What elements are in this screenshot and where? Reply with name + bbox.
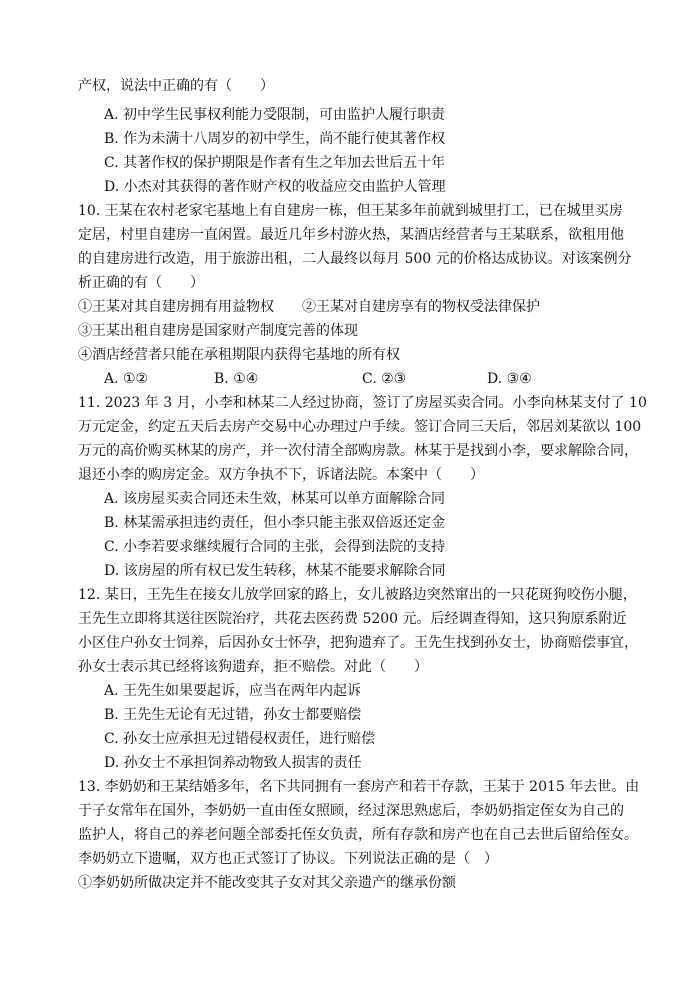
- q9-stem-tail: 产权，说法中正确的有（ ）: [78, 78, 274, 94]
- q9-option-a: A. 初中学生民事权利能力受限制，可由监护人履行职责: [104, 107, 446, 123]
- q13-stem-line: 李奶奶立下遗嘱，双方也正式签订了协议。下列说法正确的是（ ）: [78, 851, 498, 867]
- q13-statement: ①李奶奶所做决定并不能改变其子女对其父亲遗产的继承份额: [78, 875, 456, 891]
- q12-option-b: B. 王先生无论有无过错，孙女士都要赔偿: [104, 707, 362, 723]
- q10-stem-line: 10. 王某在农村老家宅基地上有自建房一栋，但王某多年前就到城里打工，已在城里买房: [78, 203, 623, 219]
- q13-stem-line: 于子女常年在国外，李奶奶一直由侄女照顾，经过深思熟虑后，李奶奶指定侄女为自己的: [78, 803, 624, 819]
- q10-option-d: D. ③④: [487, 371, 532, 387]
- q12-stem-line: 王先生立即将其送往医院治疗，共花去医药费 5200 元。后经调查得知，这只狗原系附近: [78, 611, 627, 627]
- q10-statement: ①王某对其自建房拥有用益物权 ②王某对自建房享有的物权受法律保护: [78, 299, 540, 315]
- q12-stem-line: 小区住户孙女士饲养，后因孙女士怀孕，把狗遗弃了。王先生找到孙女士，协商赔偿事宜，: [78, 635, 638, 651]
- q9-option-d: D. 小杰对其获得的著作财产权的收益应交由监护人管理: [104, 179, 446, 195]
- q9-option-b: B. 作为未满十八周岁的初中学生，尚不能行使其著作权: [104, 131, 446, 147]
- q13-stem-line: 13. 李奶奶和王某结婚多年，名下共同拥有一套房产和若干存款，王某于 2015 年去世。由: [78, 779, 640, 795]
- q11-option-c: C. 小李若要求继续履行合同的主张，会得到法院的支持: [104, 539, 446, 555]
- q10-stem-line: 析正确的有（ ）: [78, 275, 204, 291]
- q11-stem-line: 11. 2023 年 3 月，小李和林某二人经过协商，签订了房屋买卖合同。小李向林某支付了 10: [78, 395, 647, 411]
- q10-stem-line: 的自建房进行改造，用于旅游出租，二人最终以每月 500 元的价格达成协议。对该案例分: [78, 251, 632, 267]
- q9-option-c: C. 其著作权的保护期限是作者有生之年加去世后五十年: [104, 155, 446, 171]
- q13-stem-line: 监护人，将自己的养老问题全部委托侄女负责，所有存款和房产也在自己去世后留给侄女。: [78, 827, 638, 843]
- q12-option-a: A. 王先生如果要起诉，应当在两年内起诉: [104, 683, 362, 699]
- q11-stem-line: 万元定金，约定五天后去房产交易中心办理过户手续。签订合同三天后，邻居刘某欲以 100: [78, 419, 642, 435]
- q10-statement: ④酒店经营者只能在承租期限内获得宅基地的所有权: [78, 347, 400, 363]
- q10-option-c: C. ②③: [362, 371, 407, 387]
- q10-stem-line: 定居，村里自建房一直闲置。最近几年乡村游火热，某酒店经营者与王某联系，欲租用他: [78, 227, 624, 243]
- q12-stem-line: 孙女士表示其已经将该狗遗弃，拒不赔偿。对此（ ）: [78, 659, 428, 675]
- q10-option-a: A. ①②: [104, 371, 149, 387]
- q12-stem-line: 12. 某日，王先生在接女儿放学回家的路上，女儿被路边突然窜出的一只花斑狗咬伤小腿，: [78, 587, 637, 603]
- q11-option-d: D. 该房屋的所有权已发生转移，林某不能要求解除合同: [104, 563, 446, 579]
- q10-statement: ③王某出租自建房是国家财产制度完善的体现: [78, 323, 358, 339]
- q11-option-a: A. 该房屋买卖合同还未生效，林某可以单方面解除合同: [104, 491, 446, 507]
- q11-stem-line: 退还小李的购房定金。双方争执不下，诉诸法院。本案中（ ）: [78, 467, 484, 483]
- q11-stem-line: 万元的高价购买林某的房产，并一次付清全部购房款。林某于是找到小李，要求解除合同，: [78, 443, 638, 459]
- q10-option-b: B. ①④: [214, 371, 259, 387]
- q11-option-b: B. 林某需承担违约责任，但小李只能主张双倍返还定金: [104, 515, 446, 531]
- q12-option-c: C. 孙女士应承担无过错侵权责任，进行赔偿: [104, 731, 376, 747]
- q12-option-d: D. 孙女士不承担饲养动物致人损害的责任: [104, 755, 362, 771]
